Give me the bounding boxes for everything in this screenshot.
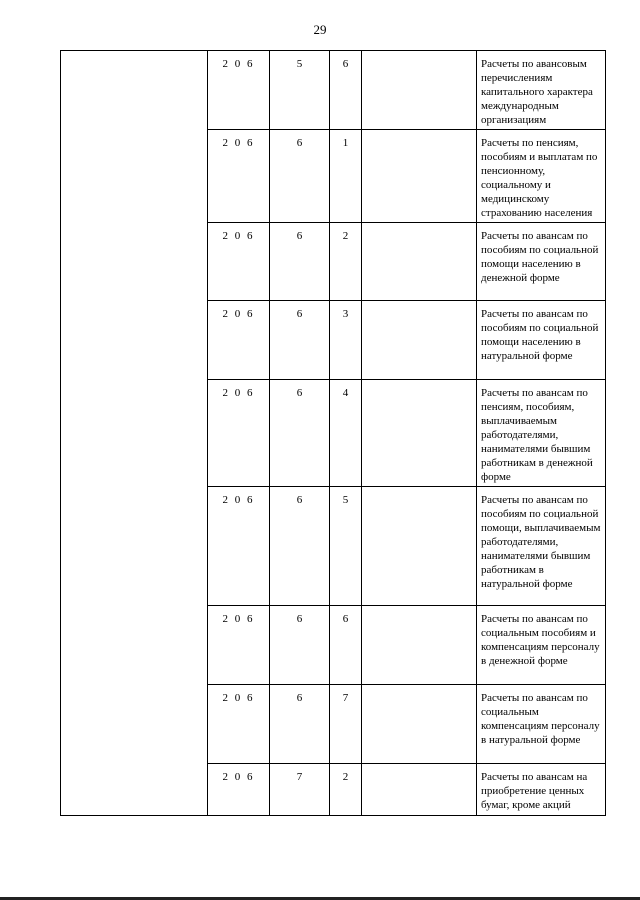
accounts-table (60, 50, 606, 816)
sub-code: 1 (330, 130, 362, 223)
sub-code: 6 (330, 51, 362, 130)
sub-code: 2 (330, 764, 362, 816)
account-code: 2 0 6 (208, 130, 270, 223)
group-code: 6 (270, 685, 330, 764)
account-code: 2 0 6 (208, 685, 270, 764)
row-description: Расчеты по авансам по социальным пособиям и компенсациям персоналу в денежной форме (477, 606, 606, 685)
row-description: Расчеты по авансам по пенсиям, пособиям, выплачиваемым работодателями, нанимателями бывшим работникам в денежной форме (477, 380, 606, 487)
account-code: 2 0 6 (208, 301, 270, 380)
group-code: 6 (270, 301, 330, 380)
empty-cell (362, 223, 477, 301)
row-description: Расчеты по авансам по пособиям по социальной помощи населению в денежной форме (477, 223, 606, 301)
row-description: Расчеты по авансам на приобретение ценных бумаг, кроме акций (477, 764, 606, 816)
group-code: 6 (270, 487, 330, 606)
empty-cell (362, 380, 477, 487)
group-code: 6 (270, 606, 330, 685)
account-code: 2 0 6 (208, 487, 270, 606)
sub-code: 5 (330, 487, 362, 606)
account-code: 2 0 6 (208, 606, 270, 685)
account-code: 2 0 6 (208, 223, 270, 301)
table-row (61, 51, 606, 130)
empty-cell (362, 685, 477, 764)
sub-code: 4 (330, 380, 362, 487)
row-description: Расчеты по авансам по социальным компенсациям персоналу в натуральной форме (477, 685, 606, 764)
group-code: 6 (270, 380, 330, 487)
empty-cell (362, 487, 477, 606)
empty-cell (362, 130, 477, 223)
sub-code: 3 (330, 301, 362, 380)
account-code: 2 0 6 (208, 380, 270, 487)
sub-code: 7 (330, 685, 362, 764)
group-code: 6 (270, 130, 330, 223)
empty-cell (362, 51, 477, 130)
empty-cell (362, 606, 477, 685)
sub-code: 6 (330, 606, 362, 685)
sub-code: 2 (330, 223, 362, 301)
row-description: Расчеты по авансам по пособиям по социальной помощи населению в натуральной форме (477, 301, 606, 380)
group-code: 5 (270, 51, 330, 130)
row-description: Расчеты по авансам по пособиям по социальной помощи, выплачиваемым работодателями, нанимателями бывшим работникам в натуральной форме (477, 487, 606, 606)
empty-cell (362, 764, 477, 816)
row-description: Расчеты по авансовым перечислениям капитального характера международным организациям (477, 51, 606, 130)
account-code: 2 0 6 (208, 764, 270, 816)
empty-left-column (61, 51, 208, 816)
row-description: Расчеты по пенсиям, пособиям и выплатам по пенсионному, социальному и медицинскому страхованию населения (477, 130, 606, 223)
account-code: 2 0 6 (208, 51, 270, 130)
empty-cell (362, 301, 477, 380)
page-number: 29 (313, 22, 327, 37)
group-code: 6 (270, 223, 330, 301)
group-code: 7 (270, 764, 330, 816)
